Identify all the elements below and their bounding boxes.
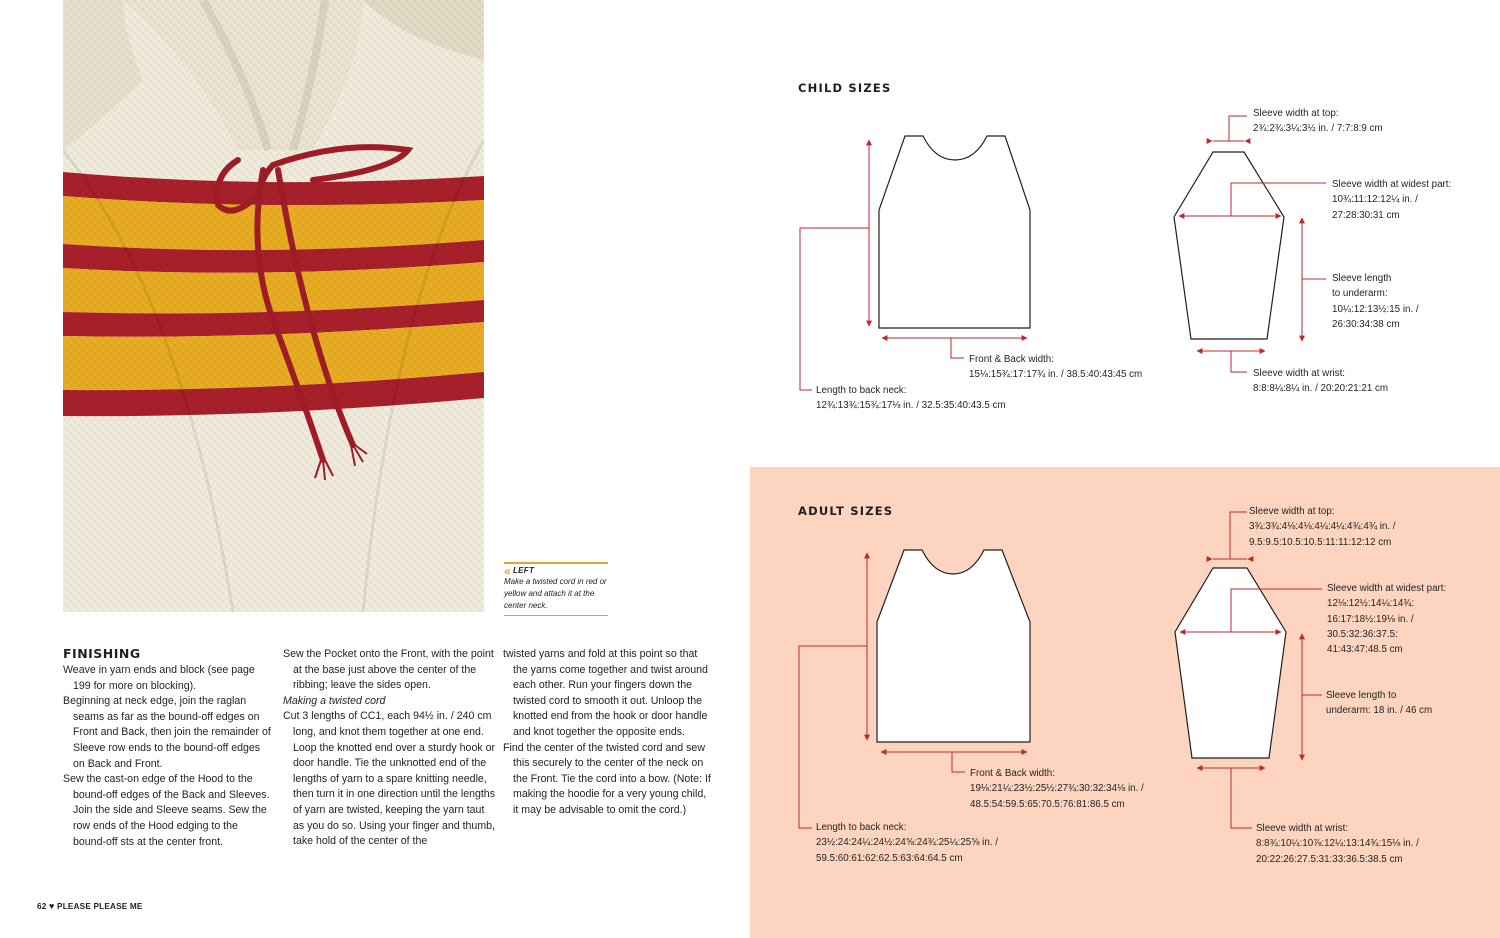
paragraph: Beginning at neck edge, join the raglan seams as far as the bound-off edges on Front and Back, then join the remainder of Sleeve row ends to the bound-off edges on Back and Front. — [63, 695, 271, 770]
folio-left: 62 ♥ PLEASE PLEASE ME — [37, 901, 143, 911]
paragraph: Sew the cast-on edge of the Hood to the bound-off edges of the Back and Sleeves. Join the side and Sleeve seams. Sew the row ends of the Hood edging to the bound-off sts at the center front. — [63, 773, 270, 848]
child-sleeve-widest-label: Sleeve width at widest part: 10¾:11:12:12¼ in. / 27:28:30:31 cm — [1332, 179, 1452, 221]
child-sleeve-length-label: Sleeve length to underarm: 10¼:12:13½:15 in. / 26:30:34:38 cm — [1332, 273, 1419, 330]
adult-sleeve-widest-label: Sleeve width at widest part: 12⅛:12½:14¼:14¾: 16:17:18½:19⅛ in. / 30.5:32:36:37.5: 41:43:47:48.5 cm — [1327, 583, 1447, 656]
paragraph: Sew the Pocket onto the Front, with the point at the base just above the center of the ribbing; leave the sides open. — [283, 648, 494, 692]
adult-sleeve-length-label: Sleeve length to underarm: 18 in. / 46 cm — [1326, 690, 1433, 717]
child-body-outline — [879, 136, 1030, 328]
child-length-label: Length to back neck: 12¾:13¾:15¾:17⅛ in. / 32.5:35:40:43.5 cm — [816, 385, 1006, 412]
adult-body-outline — [877, 550, 1030, 742]
paragraph: twisted yarns and fold at this point so that the yarns come together and twist around each other. Run your fingers down the twisted cord to smooth it out. Unloop the knotted end from the hook or door handle and knot together the opposite ends. — [503, 648, 708, 738]
paragraph: Weave in yarn ends and block (see page 199 for more on blocking). — [63, 664, 255, 692]
paragraph: Find the center of the twisted cord and sew this securely to the center of the neck on the Front. Tie the cord into a bow. (Note: If making the hoodie for a very young child, it may be advisable to omit the cord.) — [503, 741, 711, 816]
child-sleeve-outline — [1174, 152, 1284, 339]
caption-text: Make a twisted cord in red or yellow and attach it at the center neck. — [504, 577, 607, 610]
paragraph: Cut 3 lengths of CC1, each 94½ in. / 240 cm long, and knot them together at one end. Loop the knotted end over a sturdy hook or door handle. Tie the unknotted end of the lengths of yarn to a spare knitting needle, then turn it in one direction until the lengths of yarn are twisted, keeping the yarn taut as you do so. Using your finger and thumb, take hold of the center of the — [283, 710, 496, 848]
caption-heading: « LEFT — [504, 563, 535, 578]
adult-front-width-label: Front & Back width: 19⅛:21¼:23½:25½:27¾:30:32:34⅛ in. / 48.5:54:59.5:65:70.5:76:81:86.5 cm — [970, 768, 1144, 810]
finishing-heading: FINISHING — [63, 646, 141, 661]
child-front-width-label: Front & Back width: 15⅛:15¾:17:17¾ in. / 38.5:40:43:45 cm — [969, 354, 1143, 381]
adult-sleeve-top-label: Sleeve width at top: 3¾:3¾:4⅛:4⅛:4¼:4¼:4¾:4¾ in. / 9.5:9.5:10.5:10.5:11:11:12:12 cm — [1249, 506, 1396, 548]
twisted-cord-subheading: Making a twisted cord — [283, 694, 386, 707]
adult-sleeve-wrist-label: Sleeve width at wrist: 8:8¾:10¼:10⅞:12¼:13:14¾:15⅛ in. / 20:22:26:27.5:31:33:36.5:38.5 cm — [1256, 823, 1419, 865]
adult-sizes-heading: ADULT SIZES — [798, 504, 894, 518]
adult-length-label: Length to back neck: 23½:24:24¼:24½:24⅝:24¾:25¼:25⅝ in. / 59.5:60:61:62:62.5:63:64:64.5 cm — [816, 822, 998, 864]
double-chevron-left-icon: « — [504, 563, 511, 578]
child-sleeve-top-label: Sleeve width at top: 2¾:2¾:3¼:3½ in. / 7:7:8:9 cm — [1253, 108, 1383, 135]
child-sleeve-wrist-label: Sleeve width at wrist: 8:8:8¼:8¼ in. / 20:20:21:21 cm — [1253, 368, 1389, 395]
child-sizes-heading: CHILD SIZES — [798, 81, 892, 95]
heart-icon: ♥ — [49, 901, 55, 911]
